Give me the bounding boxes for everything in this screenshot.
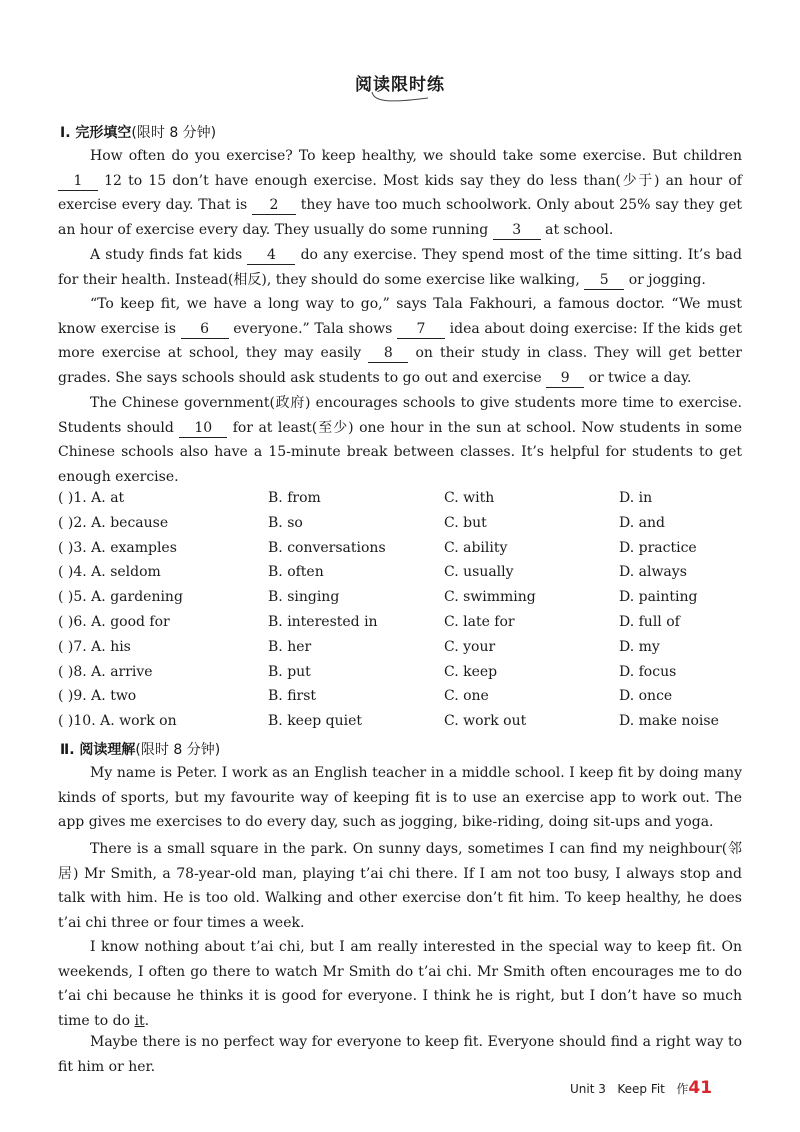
question-row [58, 639, 758, 664]
blank-4[interactable]: 4 [247, 246, 295, 265]
option-b[interactable]: B. interested in [268, 613, 378, 630]
option-d[interactable]: D. in [619, 490, 653, 506]
option-a[interactable]: ( )5. A. gardening [58, 589, 183, 606]
option-c[interactable]: C. keep [444, 663, 498, 680]
question-row [58, 564, 758, 589]
option-c[interactable]: C. but [444, 514, 487, 531]
option-b[interactable]: B. from [268, 490, 321, 506]
page-title: 阅读限时练 [355, 75, 445, 95]
option-d[interactable]: D. full of [619, 613, 680, 630]
blank-1[interactable]: 1 [58, 172, 98, 191]
page-number: 41 [688, 1078, 713, 1098]
underlined-it: it [134, 1012, 145, 1029]
cloze-paragraph-3: “To keep fit, we have a long way to go,” says Tala Fakhouri, a famous doctor. “We must know exercise is 6 everyone.” Tala shows 7 idea about doing exercise: If the kids get more exercise at school, they may easily 8 on their study in class. They will get better grades. She says schools should ask students to go out and exercise 9 or twice a day. [58, 296, 742, 386]
option-c[interactable]: C. late for [444, 613, 515, 630]
option-c[interactable]: C. usually [444, 564, 514, 581]
blank-3[interactable]: 3 [493, 221, 541, 240]
option-c[interactable]: C. swimming [444, 589, 536, 606]
blank-6[interactable]: 6 [181, 320, 229, 339]
option-b[interactable]: B. her [268, 638, 312, 655]
option-b[interactable]: B. keep quiet [268, 713, 363, 730]
blank-7[interactable]: 7 [397, 320, 445, 339]
question-row [58, 688, 758, 713]
footer-unit: Unit 3 [570, 1082, 606, 1096]
question-row [58, 540, 758, 565]
option-c[interactable]: C. ability [444, 539, 508, 556]
option-d[interactable]: D. and [619, 514, 665, 531]
option-c[interactable]: C. your [444, 638, 496, 655]
question-row [58, 614, 758, 639]
reading-paragraph-3: I know nothing about t’ai chi, but I am really interested in the special way to keep fit. On weekends, I often go there to watch Mr Smith do t’ai chi. Mr Smith often encourages me to do t’ai chi because he thinks it is good for everyone. I think he is right, but I don’t have so much time to do it. [58, 939, 742, 1029]
question-row [58, 490, 758, 515]
blank-2[interactable]: 2 [252, 196, 296, 215]
cloze-paragraph-4: The Chinese government(政府) encourages schools to give students more time to exercise. Students should 10 for at least(至少) one hour in the sun at school. Now students in some Chinese schools also have a 15-minute break between classes. It’s helpful for students to get enough exercise. [58, 395, 742, 485]
option-d[interactable]: D. practice [619, 539, 697, 556]
cloze-paragraph-1: How often do you exercise? To keep healthy, we should take some exercise. But children 1 12 to 15 don’t have enough exercise. Most kids say they do less than(少于) an hour of exercise every day. That is 2 they have too much schoolwork. Only about 25% say they get an hour of exercise every day. They usually do some running 3 at school. [58, 148, 742, 238]
option-b[interactable]: B. put [268, 663, 311, 680]
option-b[interactable]: B. singing [268, 589, 340, 606]
blank-9[interactable]: 9 [546, 369, 584, 388]
page-footer [570, 1078, 712, 1098]
question-row [58, 589, 758, 614]
reading-paragraph-2: There is a small square in the park. On sunny days, sometimes I can find my neighbour(邻居) Mr Smith, a 78-year-old man, playing t’ai chi there. If I am not too busy, I always stop and talk with him. He is too old. Walking and other exercise don’t fit him. To keep healthy, he does t’ai chi three or four times a week. [58, 841, 742, 931]
title-swoosh-decoration [370, 90, 430, 106]
option-a[interactable]: ( )8. A. arrive [58, 663, 153, 680]
option-c[interactable]: C. with [444, 490, 495, 506]
option-d[interactable]: D. always [619, 564, 687, 581]
option-d[interactable]: D. focus [619, 663, 677, 680]
section2-heading: Ⅱ. 阅读理解(限时 8 分钟) [60, 742, 221, 758]
section1-heading: Ⅰ. 完形填空(限时 8 分钟) [60, 125, 217, 141]
option-a[interactable]: ( )9. A. two [58, 688, 137, 705]
option-a[interactable]: ( )10. A. work on [58, 713, 177, 730]
option-d[interactable]: D. once [619, 688, 673, 705]
blank-10[interactable]: 10 [179, 419, 227, 438]
option-c[interactable]: C. one [444, 688, 489, 705]
option-b[interactable]: B. so [268, 514, 303, 531]
option-a[interactable]: ( )2. A. because [58, 514, 169, 531]
option-d[interactable]: D. make noise [619, 713, 719, 730]
cloze-options [58, 490, 758, 738]
blank-8[interactable]: 8 [368, 344, 408, 363]
option-a[interactable]: ( )7. A. his [58, 638, 131, 655]
option-a[interactable]: ( )6. A. good for [58, 613, 170, 630]
reading-paragraph-4: Maybe there is no perfect way for everyone to keep fit. Everyone should find a right way to fit him or her. [58, 1034, 742, 1075]
footer-topic: Keep Fit [617, 1082, 665, 1096]
footer-label: 作 [676, 1082, 689, 1096]
question-row [58, 515, 758, 540]
option-a[interactable]: ( )3. A. examples [58, 539, 177, 556]
option-d[interactable]: D. my [619, 638, 660, 655]
reading-paragraph-1: My name is Peter. I work as an English teacher in a middle school. I keep fit by doing many kinds of sports, but my favourite way of keeping fit is to use an exercise app to work out. The app gives me exercises to do every day, such as jogging, bike-riding, doing sit-ups and yoga. [58, 765, 742, 831]
question-row [58, 664, 758, 689]
option-b[interactable]: B. first [268, 688, 317, 705]
question-row [58, 713, 758, 738]
option-b[interactable]: B. conversations [268, 539, 386, 556]
option-c[interactable]: C. work out [444, 713, 527, 730]
cloze-paragraph-2: A study finds fat kids 4 do any exercise. They spend most of the time sitting. It’s bad for their health. Instead(相反), they should do some exercise like walking, 5 or jogging. [58, 247, 742, 288]
option-a[interactable]: ( )4. A. seldom [58, 564, 161, 581]
option-d[interactable]: D. painting [619, 589, 698, 606]
option-b[interactable]: B. often [268, 564, 324, 581]
option-a[interactable]: ( )1. A. at [58, 490, 125, 506]
blank-5[interactable]: 5 [584, 271, 624, 290]
